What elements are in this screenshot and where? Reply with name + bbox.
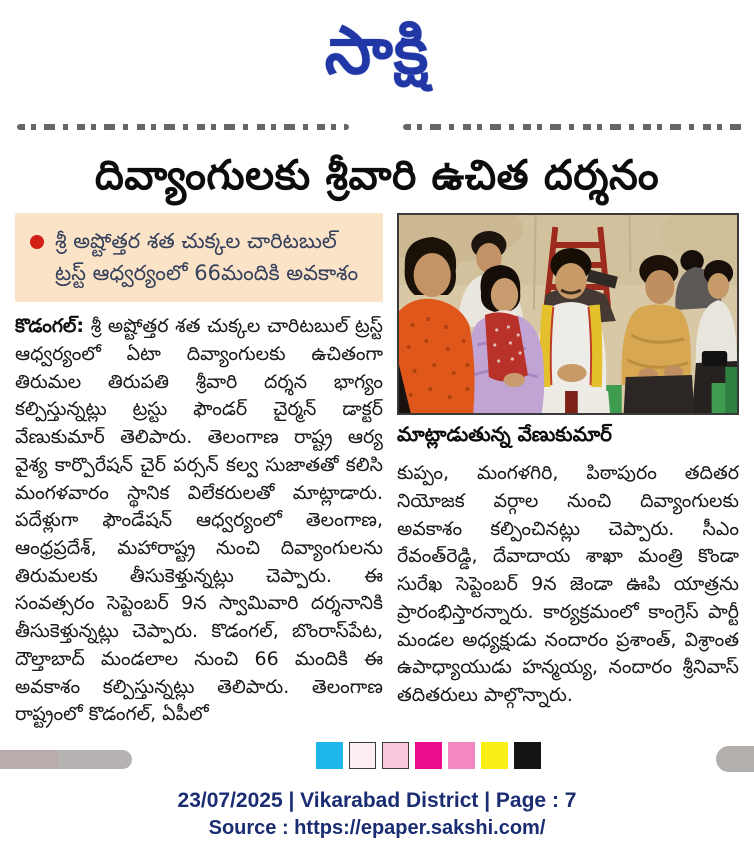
cutoff-text-fragment-left — [17, 124, 349, 130]
scroll-handle-right[interactable] — [716, 746, 754, 772]
color-calibration-bar — [316, 742, 541, 769]
footer-source-link[interactable]: Source : https://epaper.sakshi.com/ — [208, 817, 546, 840]
footer — [0, 789, 754, 840]
subhead-text: శ్రీ అష్టోత్తర శత చుక్కల చారిటబుల్ ట్రస్ట్ ఆధ్వర్యంలో 66మందికి అవకాశం — [55, 229, 359, 285]
color-swatch-medium-pink — [448, 742, 475, 769]
dateline: కొడంగల్: — [15, 315, 84, 338]
footer-date-district-page: 23/07/2025 | Vikarabad District | Page : 7 — [177, 789, 577, 813]
color-swatch-magenta — [415, 742, 442, 769]
bullet-icon — [30, 235, 44, 249]
scroll-handle-left[interactable] — [0, 750, 132, 769]
photo-caption: మాట్లాడుతున్న వేణుకుమార్ — [397, 422, 613, 447]
color-swatch-pale-pink — [349, 742, 376, 769]
article-body-paragraph-2: కుప్పం, మంగళగిరి, పిఠాపురం తదితర నియోజక వర్గాల నుంచి దివ్యాంగులకు అవకాశం కల్పించినట్లు చెప్పారు. సీఎం రేవంత్‌రెడ్డి, దేవాదాయ శాఖా మంత్రి కొండా సురేఖ సెప్టెంబర్ 9న జెండా ఊపి యాత్రను ప్రారంభిస్తారన్నారు. కార్యక్రమంలో కాంగ్రెస్ పార్టీ మండల అధ్యక్షుడు నందారం ప్రశాంత్, విశ్రాంత ఉపాధ్యాయుడు హన్మయ్య, నందారం శ్రీనివాస్ తదితరులు పాల్గొన్నారు. — [397, 462, 739, 707]
article-body-paragraph-1 — [15, 313, 383, 729]
masthead — [0, 0, 754, 108]
article-column-left — [15, 213, 383, 729]
article-column-right — [397, 213, 739, 710]
cutoff-text-strip — [15, 108, 739, 148]
news-photo-illustration — [399, 215, 737, 413]
color-swatch-black — [514, 742, 541, 769]
color-swatch-light-pink — [382, 742, 409, 769]
bottom-strip — [0, 733, 754, 783]
article-headline: దివ్యాంగులకు శ్రీవారి ఉచిత దర్శనం — [94, 151, 660, 199]
article-columns — [0, 213, 754, 729]
body-text-1: శ్రీ అష్టోత్తర శత చుక్కల చారిటబుల్ ట్రస్ట్ ఆధ్వర్యంలో ఏటా దివ్యాంగులకు ఉచితంగా తిరుమల తిరుపతి శ్రీవారి దర్శన భాగ్యం కల్పిస్తున్నట్లు ట్రస్టు ఫౌండర్ చైర్మన్ డాక్టర్ వేణుకుమార్ తెలిపారు. తెలంగాణ రాష్ట్ర ఆర్య వైశ్య కార్పొరేషన్ చైర్ పర్సన్ కల్వ సుజాతతో కలిసి మంగళవారం స్థానిక విలేకరులతో మాట్లాడారు. పదేళ్లుగా ఫౌండేషన్ ఆధ్వర్యంలో తెలంగాణ, ఆంధ్రప్రదేశ్, మహారాష్ట్ర నుంచి దివ్యాంగులను తిరుమలకు తీసుకెళ్తున్నట్లు చెప్పారు. ఈ సంవత్సరం సెప్టెంబర్ 9న స్వామివారి దర్శనానికి తీసుకెళ్తున్నట్లు చెప్పారు. కొడంగల్, బొంరాస్‌పేట, దౌల్తాబాద్ మండలాల నుంచి 66 మందికి ఈ అవకాశం కల్పిస్తున్నట్లు తెలిపారు. తెలంగాణ రాష్ట్రంలో కొడంగల్, ఏపీలో — [15, 315, 383, 726]
news-photo — [397, 213, 739, 415]
cutoff-text-fragment-right — [403, 124, 743, 130]
color-swatch-cyan — [316, 742, 343, 769]
sakshi-logo: సాక్షి — [324, 12, 430, 89]
color-swatch-yellow — [481, 742, 508, 769]
subhead-highlight-box — [15, 213, 383, 302]
